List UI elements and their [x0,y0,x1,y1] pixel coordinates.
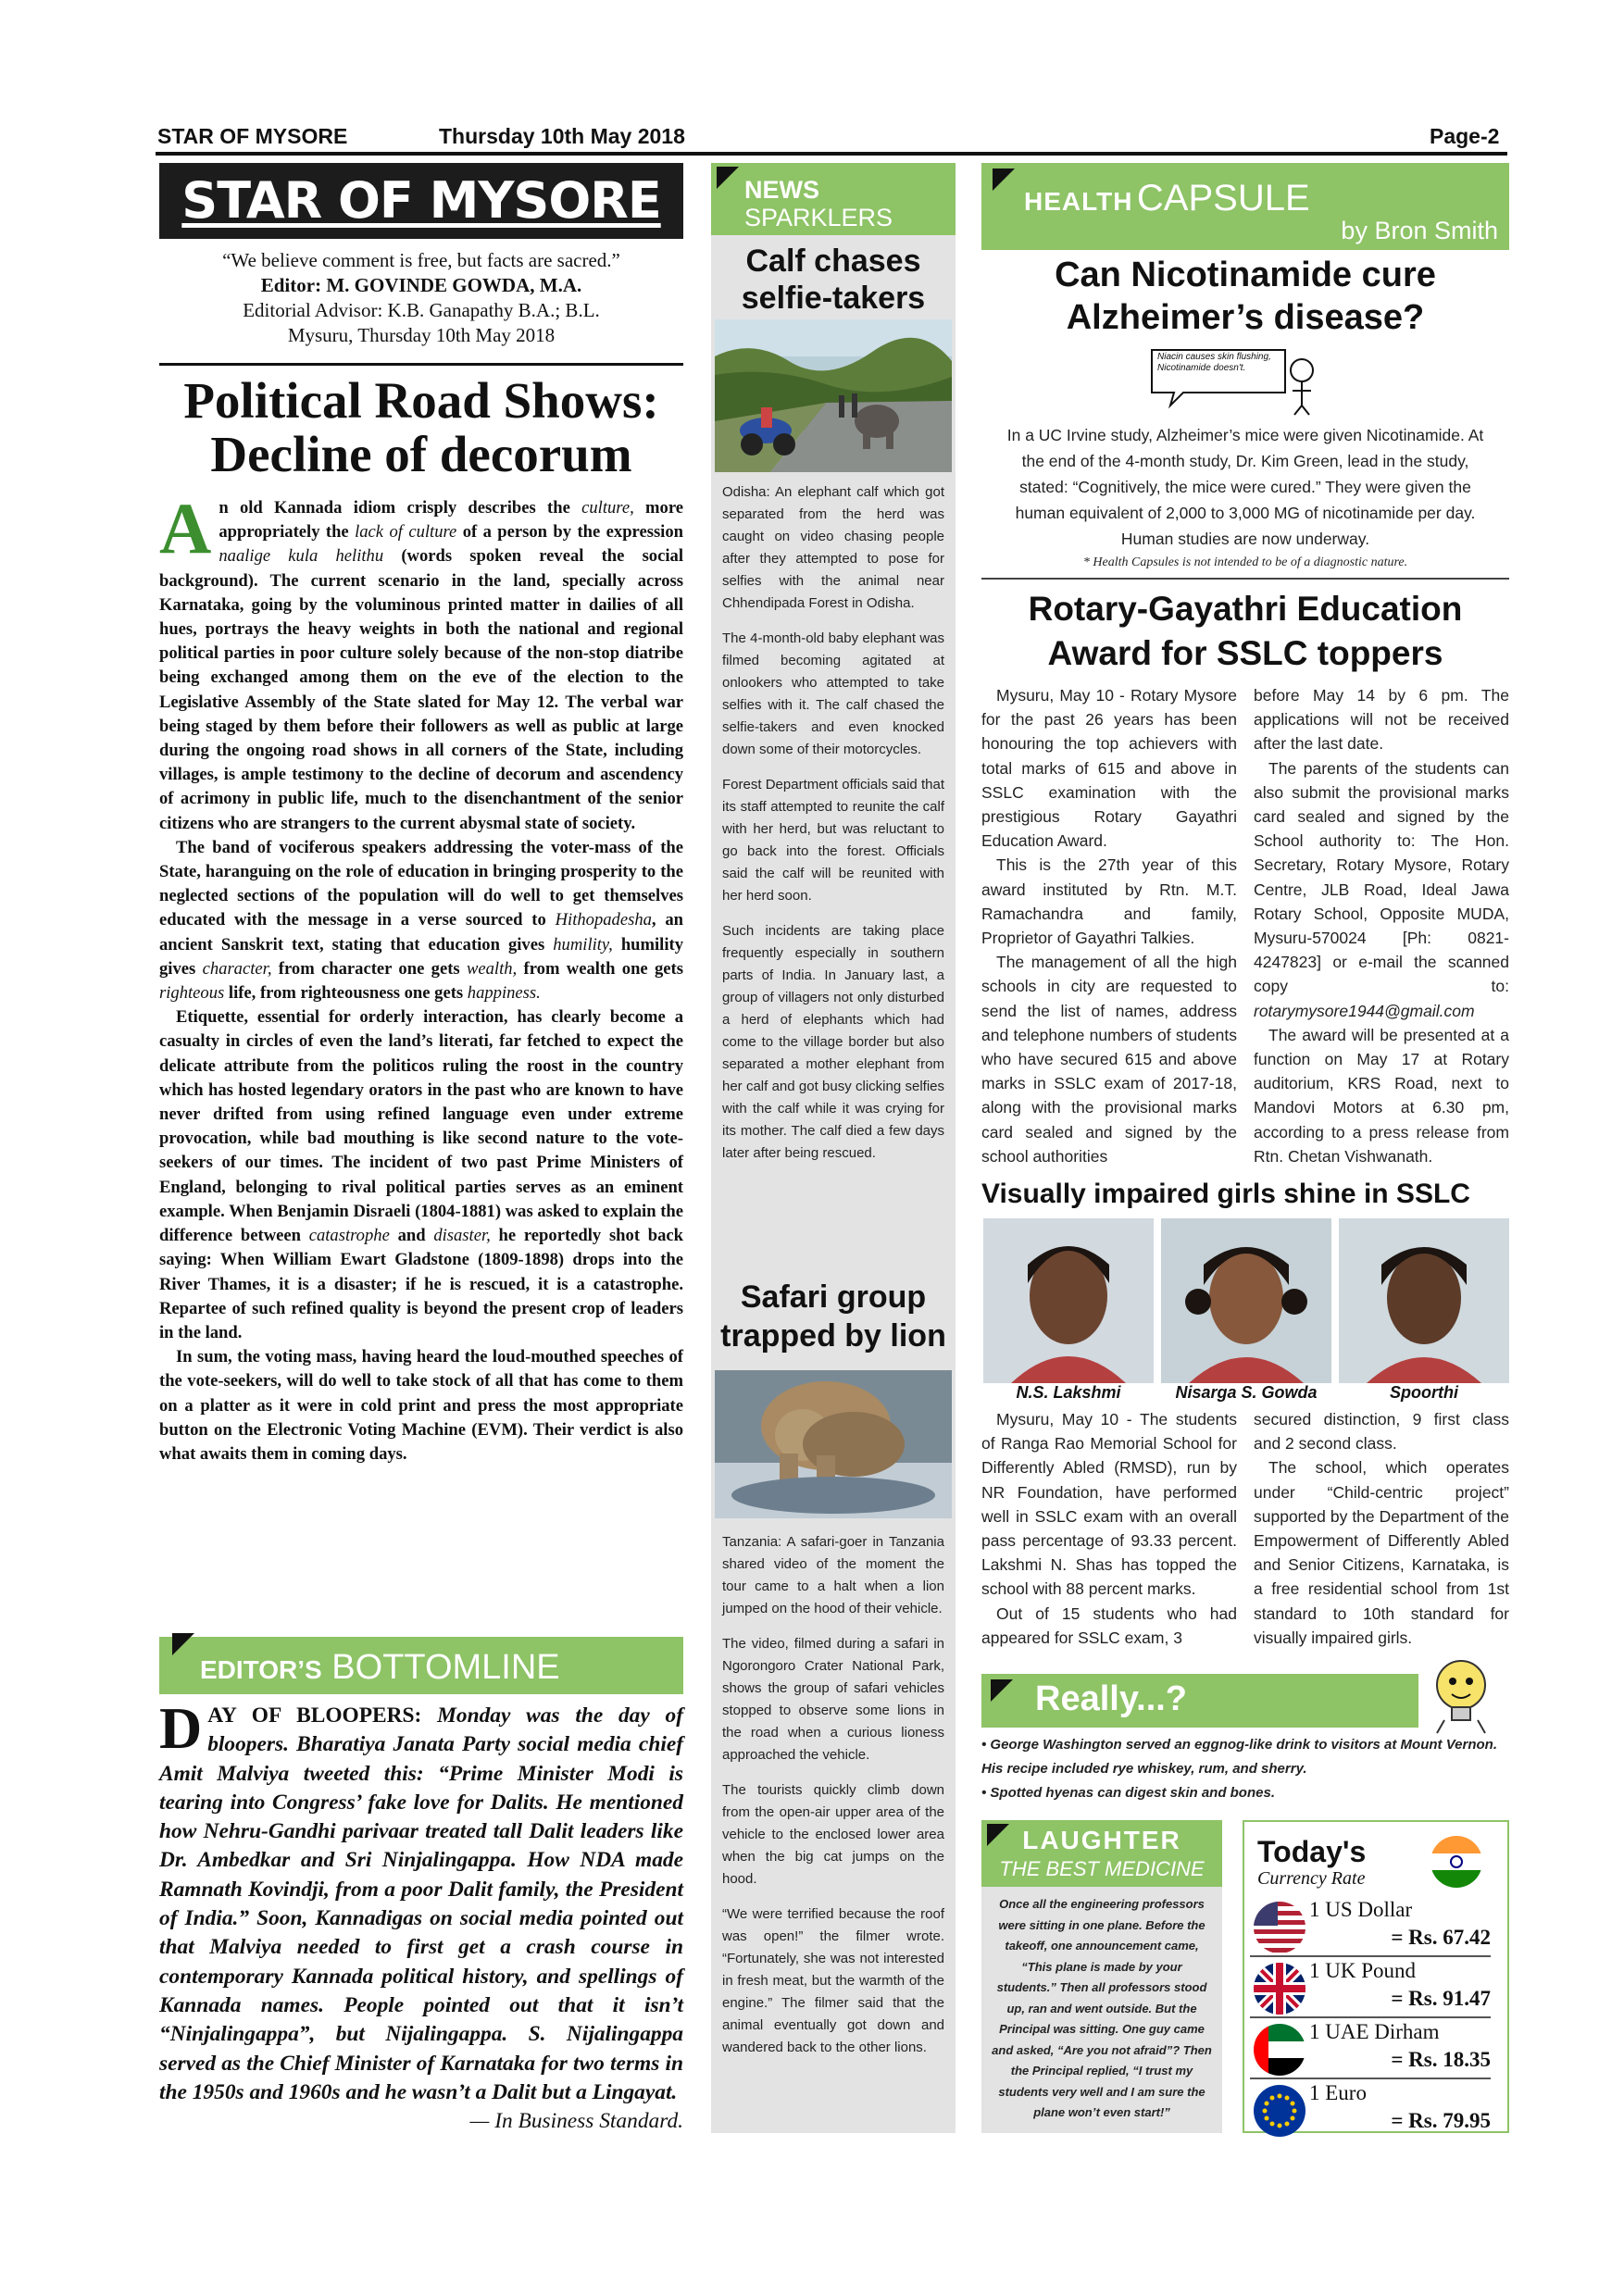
text-run: life, from righteousness one gets [224,983,468,1004]
header-paper-name: STAR OF MYSORE [157,124,348,148]
italic-run: character, [202,958,272,979]
currency-row [1250,2081,1491,2140]
really-label: Really...? [1035,1679,1188,1718]
rotary-paragraph: Mysuru, May 10 - Rotary Mysore for the past 26 years has been honouring the top achievers with total marks of 615 and above in SSLC examination with the prestigious Rotary Gayathri Education Award. [981,686,1237,851]
story2-paragraph: The tourists quickly climb down from the open-air upper area of the vehicle to the enclosed lower area when the big cat jumps on the hood. [722,1782,944,1887]
us-flag-icon [1254,1902,1305,1953]
currency-row [1250,1959,1491,2018]
rotary-right-column [1254,683,1509,1168]
story2-body [722,1531,944,2072]
really-item-text: Spotted hyenas can digest skin and bones. [990,1785,1275,1801]
masthead-rule [159,363,683,366]
advisor-line: Editorial Advisor: K.B. Ganapathy B.A.; B.L. [243,299,600,321]
italic-run: disaster, [433,1226,491,1246]
story2-paragraph: “We were terrified because the roof was open!” the filmer wrote. “Fortunately, she was not interested in fresh meat, but the warmth of the engine.” The filmer said that the animal eventually got down and wandered back to the other lions. [722,1906,944,2055]
lightbulb-icon [1424,1653,1498,1737]
rotary-paragraph: The management of all the high schools in city are requested to send the list of names, address and telephone numbers of students who have secured 615 and above marks in SSLC exam of 2017-18, along with the provisional marks card sealed and signed by the school authorities [981,953,1237,1166]
visually-paragraph: The school, which operates under “Child-centric project” supported by the Department of the Empowerment of Differently Abled and Senior Citizens, Karnataka, is a free residential school from 1st standard to 10th standard for visually impaired girls. [1254,1458,1509,1647]
editorial-paragraph [159,836,683,1005]
visually-right-column [1254,1407,1509,1650]
story1-paragraph: Odisha: An elephant calf which got separated from the herd was caught on video chasing people after they attempted to pose for selfies with the animal near Chhendipada Forest in Odisha. [722,484,944,611]
health-byline: by Bron Smith [1341,217,1498,244]
italic-run: naalige kula helithu [219,546,384,567]
bottomline-label-rest: BOTTOMLINE [331,1648,560,1687]
masthead-info [159,248,683,348]
news-label-2: SPARKLERS [744,204,893,231]
health-disclaimer: * Health Capsules is not intended to be of a diagnostic nature. [1082,555,1408,569]
student-photos [983,1218,1509,1404]
laughter-banner [981,1820,1222,1887]
news-label-1: NEWS [744,176,819,204]
text-run: from wealth one gets [517,958,683,979]
visually-paragraph: Out of 15 students who had appeared for SSLC exam, 3 [981,1603,1237,1647]
really-list [981,1733,1509,1805]
rotary-paragraph: This is the 27th year of this award instituted by Rtn. M.T. Ramachandra and family, Proprietor of Gayathri Talkies. [981,855,1237,948]
story1-body [722,481,944,1178]
rotary-paragraph [1254,756,1509,1023]
header-rule [156,152,1507,156]
italic-run: happiness. [467,983,541,1004]
story2-headline: Safari group trapped by lion [720,1279,946,1354]
currency-row [1250,1898,1491,1957]
story1-paragraph: Forest Department officials said that its staff attempted to reunite the calf with her herd, but was reluctant to go back into the forest. Officials said the calf will be reunited with her herd soon. [722,777,944,904]
text-run: he reportedly shot back saying: When William Ewart Gladstone (1809-1898) drops into the River Thames, it is a disaster; if he is rescued, it is a catastrophe. Repartee of such refined quality is beyond the present crop of leaders in the land. [159,1226,683,1342]
text-run: The band of vociferous speakers addressing the voter-mass of the State, haranguing on the role of education in bringing prosperity to the neglected sections of the population will do well to get themselves educated with the message in a verse sourced to [159,837,683,930]
text-run: The parents of the students can also submit the provisional marks card sealed and signed by the School authority to: The Hon. Secretary, Rotary Mysore, Rotary Centre, JLB Road, Ideal Jawa Rotary School, Opposite MUDA, Mysuru-570024 [Ph: 0821-4247823] or e-mail the scanned copy to: [1254,758,1509,996]
text-run: and [389,1226,434,1246]
news-sparklers-banner [711,163,956,235]
motto: “We believe comment is free, but facts are sacred.” [222,249,620,271]
currency-row [1250,2020,1491,2079]
text-run: (words spoken reveal the social background). The current scenario in the land, specially across Karnataka, going by the voluminous printed matter in dailies of all hues, portrays the heavy weights in both the national and regional political parties in poor culture solely because of the non-stop diatribe being exchanged among them on the eve of the election to the Legislative Assembly of the State slated for May 12. The verbal war being staged by them before their followers as well as public at large during the ongoing road shows in all corners of the State, including villages, is ample testimony to the decline of decorum and ascendency of acrimony in public life, much to the disenchantment of the senior citizens who are strangers to the current abysmal state of society. [159,546,683,833]
text-run: n old Kannada idiom crisply describes the [219,498,582,518]
text-run: of a person by the expression [456,522,683,543]
laughter-label-2: THE BEST MEDICINE [999,1857,1205,1880]
health-body: In a UC Irvine study, Alzheimer’s mice were given Nicotinamide. At the end of the 4-month study, Dr. Kim Green, lead in the study, stated: “Cognitively, the mice were cured.” They were given the human equivalent of 2,000 to 3,000 MG of nicotinamide per day. Human studies are now underway. [1006,426,1484,548]
editorial-paragraph: In sum, the voting mass, having heard the loud-mouthed speeches of the vote-seekers, will do well to take stock of all that has come to them on a platter as it were in cold print and press the most appropriate button on the Electronic Voting Machine (EVM). Their verdict is also what awaits them in coming days. [159,1347,683,1464]
health-headline: Can Nicotinamide cure Alzheimer’s disease? [1055,256,1436,337]
bulb-mascot [1424,1653,1498,1737]
photo-caption: N.S. Lakshmi [1016,1383,1121,1402]
currency-unit: 1 US Dollar [1309,1898,1413,1921]
really-item-text: George Washington served an eggnog-like drink to visitors at Mount Vernon. His recipe included rye whiskey, rum, and sherry. [981,1737,1497,1777]
editorial-body [159,488,683,1466]
cartoon-text: Niacin causes skin flushing, Nicotinamide doesn't. [1157,352,1271,373]
health-label-rest: CAPSULE [1136,178,1310,218]
currency-rate: = Rs. 67.42 [1391,1926,1491,1949]
italic-run: wealth, [466,958,518,979]
india-flag [1430,1835,1483,1889]
elephant-scene-image [715,319,952,472]
laughter-joke: Once all the engineering professors were sitting in one plane. Before the takeoff, one announcement came, “This plane is made by your students.” Then all professors stood up, ran and went outside. But the Principal was sitting. One guy came and asked, “Are you not afraid”? Then the Principal replied, “I trust my students very well and I am sure the plane won’t even start!” [992,1897,1212,2119]
bottomline-label-bold: EDITOR’S [200,1655,322,1684]
text-run: Etiquette, essential for orderly interaction, has clearly become a casualty in circles of even the land’s literati, far fetched to expect the delicate attribute from the politicos ruling the roost in the country which has hosted legendary orators in the past who are known to have never drifted from using refined language even under extreme provocation, while bad mouthing is like second nature to the vote-seekers of our times. The incident of two past Prime Ministers of England, belonging to rival political parties serves as an eminent example. When Benjamin Disraeli (1804-1881) was asked to explain the difference between [159,1007,683,1246]
text-run: , an ancient Sanskrit text, stating that education gives [159,910,683,955]
italic-run: culture, [581,498,634,518]
health-label-bold: HEALTH [1024,187,1133,216]
dateline: Mysuru, Thursday 10th May 2018 [287,324,556,346]
text-run: humility gives [159,934,683,979]
header-page-number: Page-2 [1430,124,1500,148]
italic-run: lack of culture [355,522,457,543]
currency-unit: 1 UAE Dirham [1309,2020,1440,2043]
currency-box [1243,1820,1509,2133]
currency-unit: 1 Euro [1309,2081,1367,2104]
section-rule [981,578,1509,580]
really-item: • George Washington served an eggnog-like drink to visitors at Mount Vernon. His recipe included rye whiskey, rum, and sherry. [981,1737,1497,1777]
visually-paragraph: secured distinction, 9 first class and 2 second class. [1254,1410,1509,1454]
visually-paragraph: Mysuru, May 10 - The students of Ranga Rao Memorial School for Differently Abled (RMSD), run by NR Foundation, have performed well in SSLC exam with an overall pass percentage of 93.33 percent. Lakshmi N. Shas has topped the school with 88 percent marks. [981,1410,1237,1599]
rotary-paragraph: before May 14 by 6 pm. The applications will not be received after the last date. [1254,686,1509,754]
health-label [1024,178,1310,219]
really-item: • Spotted hyenas can digest skin and bones. [981,1785,1275,1801]
corner-marker [991,1679,1013,1702]
bottomline-body [159,1695,684,2136]
masthead-title: STAR OF MYSORE [159,163,683,239]
rotary-headline: Rotary-Gayathri Education Award for SSLC toppers [1028,590,1463,672]
rotary-left-column [981,683,1237,1168]
bottomline-text: Monday was the day of bloopers. Bharatiya Janata Party social media chief Amit Malviya tweeted this: “Prime Minister Modi is tearing into Congress’ fake love for Dalits. He mentioned how Nehru-Gandhi parivaar treated tall Dalit leaders like Dr. Ambedkar and Sri Ninjalingappa. How NDA made Ramnath Kovindji, from a poor Dalit family, the President of India.” Soon, Kannadigas on social media pointed out that Malviya needed to first get a crash course in contemporary Kannada political history, and spellings of Kannada names. People pointed out that it isn’t “Ninjalingappa”, but Nijalingappa. S. Nijalingappa served as the Chief Minister of Karnataka for two terms in the 1950s and 1960s and he wasn’t a Dalit but a Lingayat. [159,1703,684,2104]
laughter-label-1: LAUGHTER [1022,1826,1181,1854]
corner-marker [993,168,1015,191]
visually-headline: Visually impaired girls shine in SSLC [981,1179,1470,1209]
uae-flag-icon [1254,2024,1305,2076]
lion-photo [715,1370,952,1518]
uk-flag-icon [1254,1963,1305,2015]
currency-subtitle: Currency Rate [1257,1868,1366,1889]
india-flag-icon [1430,1835,1483,1889]
currency-list [1250,1898,1505,2139]
currency-unit: 1 UK Pound [1309,1959,1417,1982]
really-banner [981,1674,1418,1728]
currency-rate: = Rs. 91.47 [1391,1987,1491,2010]
italic-run: righteous [159,983,225,1004]
story1-paragraph: Such incidents are taking place frequently especially in southern parts of India. In January last, a group of villagers not only disturbed a herd of elephants which had come to the village border but also separated a mother elephant from her calf and got busy clicking selfies with the calf while it was crying for its mother. The calf died a few days later after being rescued. [722,923,944,1161]
italic-run: Hithopadesha [555,910,652,930]
corner-marker [172,1633,194,1655]
photo-caption: Spoorthi [1390,1383,1458,1402]
text-run: more appropriately the [219,498,683,543]
editorial-dropcap: A [159,488,212,568]
health-capsule-banner [981,163,1509,250]
story1-headline: Calf chases selfie-takers [741,243,926,316]
italic-run: humility, [553,934,613,955]
editorial-paragraph [159,488,683,836]
story2-paragraph: The video, filmed during a safari in Ngorongoro Crater National Park, shows the group of safari vehicles stopped to observe some lions in the road when a curious lioness approached the vehicle. [722,1636,944,1763]
photo-caption: Nisarga S. Gowda [1175,1383,1318,1402]
currency-rate: = Rs. 79.95 [1391,2109,1491,2132]
elephant-photo [715,319,952,472]
bottomline-banner [159,1637,683,1694]
story2-paragraph: Tanzania: A safari-goer in Tanzania shared video of the moment the tour came to a halt when a lion jumped on the hood of their vehicle. [722,1534,944,1616]
editor-line: Editor: M. GOVINDE GOWDA, M.A. [260,274,582,296]
bottomline-label [200,1650,560,1688]
editorial-headline: Political Road Shows: Decline of decorum [183,372,659,482]
header-date: Thursday 10th May 2018 [439,124,685,148]
currency-rate: = Rs. 18.35 [1391,2048,1491,2071]
rotary-email-link[interactable]: rotarymysore1944@gmail.com [1254,1001,1475,1020]
student-portraits-image [983,1218,1509,1404]
visually-left-column [981,1407,1237,1650]
laughter-box [981,1820,1222,2133]
story1-paragraph: The 4-month-old baby elephant was filmed becoming agitated at onlookers who attempted to take selfies with it. The calf chased the selfie-takers and even knocked down some of their motorcycles. [722,630,944,757]
rotary-paragraph: The award will be presented at a function on May 17 at Rotary auditorium, KRS Road, next to Mandovi Motors at 6.30 pm, according to a press release from Rtn. Chetan Vishwanath. [1254,1025,1509,1166]
health-cartoon [1146,344,1322,417]
editorial-paragraph [159,1005,683,1345]
currency-title: Today's [1257,1835,1367,1868]
bottomline-dropcap: D [159,1695,203,1761]
corner-marker [717,167,739,189]
lion-scene-image [715,1370,952,1518]
bottomline-lead: AY OF BLOOPERS: [207,1703,422,1728]
bottomline-source: — In Business Standard. [469,2109,683,2134]
text-run: from character one gets [271,958,467,979]
italic-run: catastrophe [308,1226,390,1246]
eu-flag-icon [1254,2085,1305,2137]
